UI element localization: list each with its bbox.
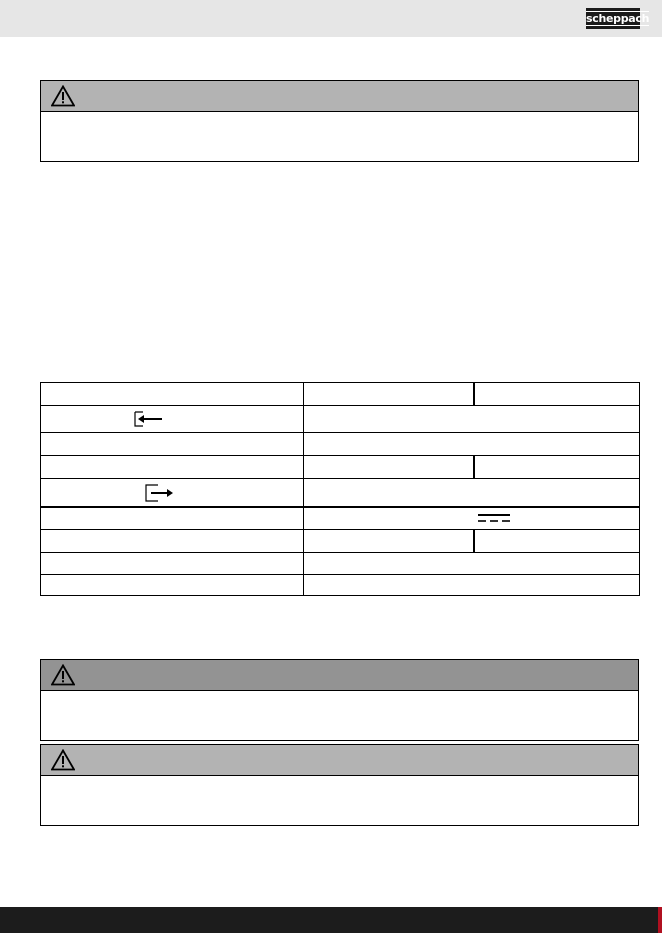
- warning-box-3: [40, 744, 639, 826]
- footer-accent-stripe: [658, 907, 662, 933]
- warning-box-1: [40, 80, 639, 162]
- warning-triangle-icon: [51, 749, 75, 771]
- table-row: [41, 478, 639, 507]
- table-row: [41, 529, 639, 552]
- warning-header-2: [41, 660, 638, 691]
- table-row: [41, 405, 639, 432]
- warning-triangle-icon: [51, 85, 75, 107]
- technical-data-table: [40, 382, 640, 596]
- warning-header-3: [41, 745, 638, 776]
- page-header-bar: [0, 0, 662, 37]
- table-row: [41, 455, 639, 478]
- table-row: [41, 432, 639, 455]
- brand-logo-text: scheppach: [586, 12, 650, 25]
- table-row: [41, 506, 639, 530]
- page-footer-bar: [0, 907, 662, 933]
- table-row: [41, 574, 639, 596]
- output-arrow-icon: [145, 484, 175, 502]
- warning-box-2: [40, 659, 639, 741]
- dc-current-icon: [477, 512, 511, 524]
- table-row: [41, 552, 639, 575]
- warning-header-1: [41, 81, 638, 112]
- input-arrow-icon: [134, 411, 164, 427]
- table-row: [41, 383, 639, 405]
- warning-triangle-icon: [51, 664, 75, 686]
- brand-logo: [586, 8, 650, 29]
